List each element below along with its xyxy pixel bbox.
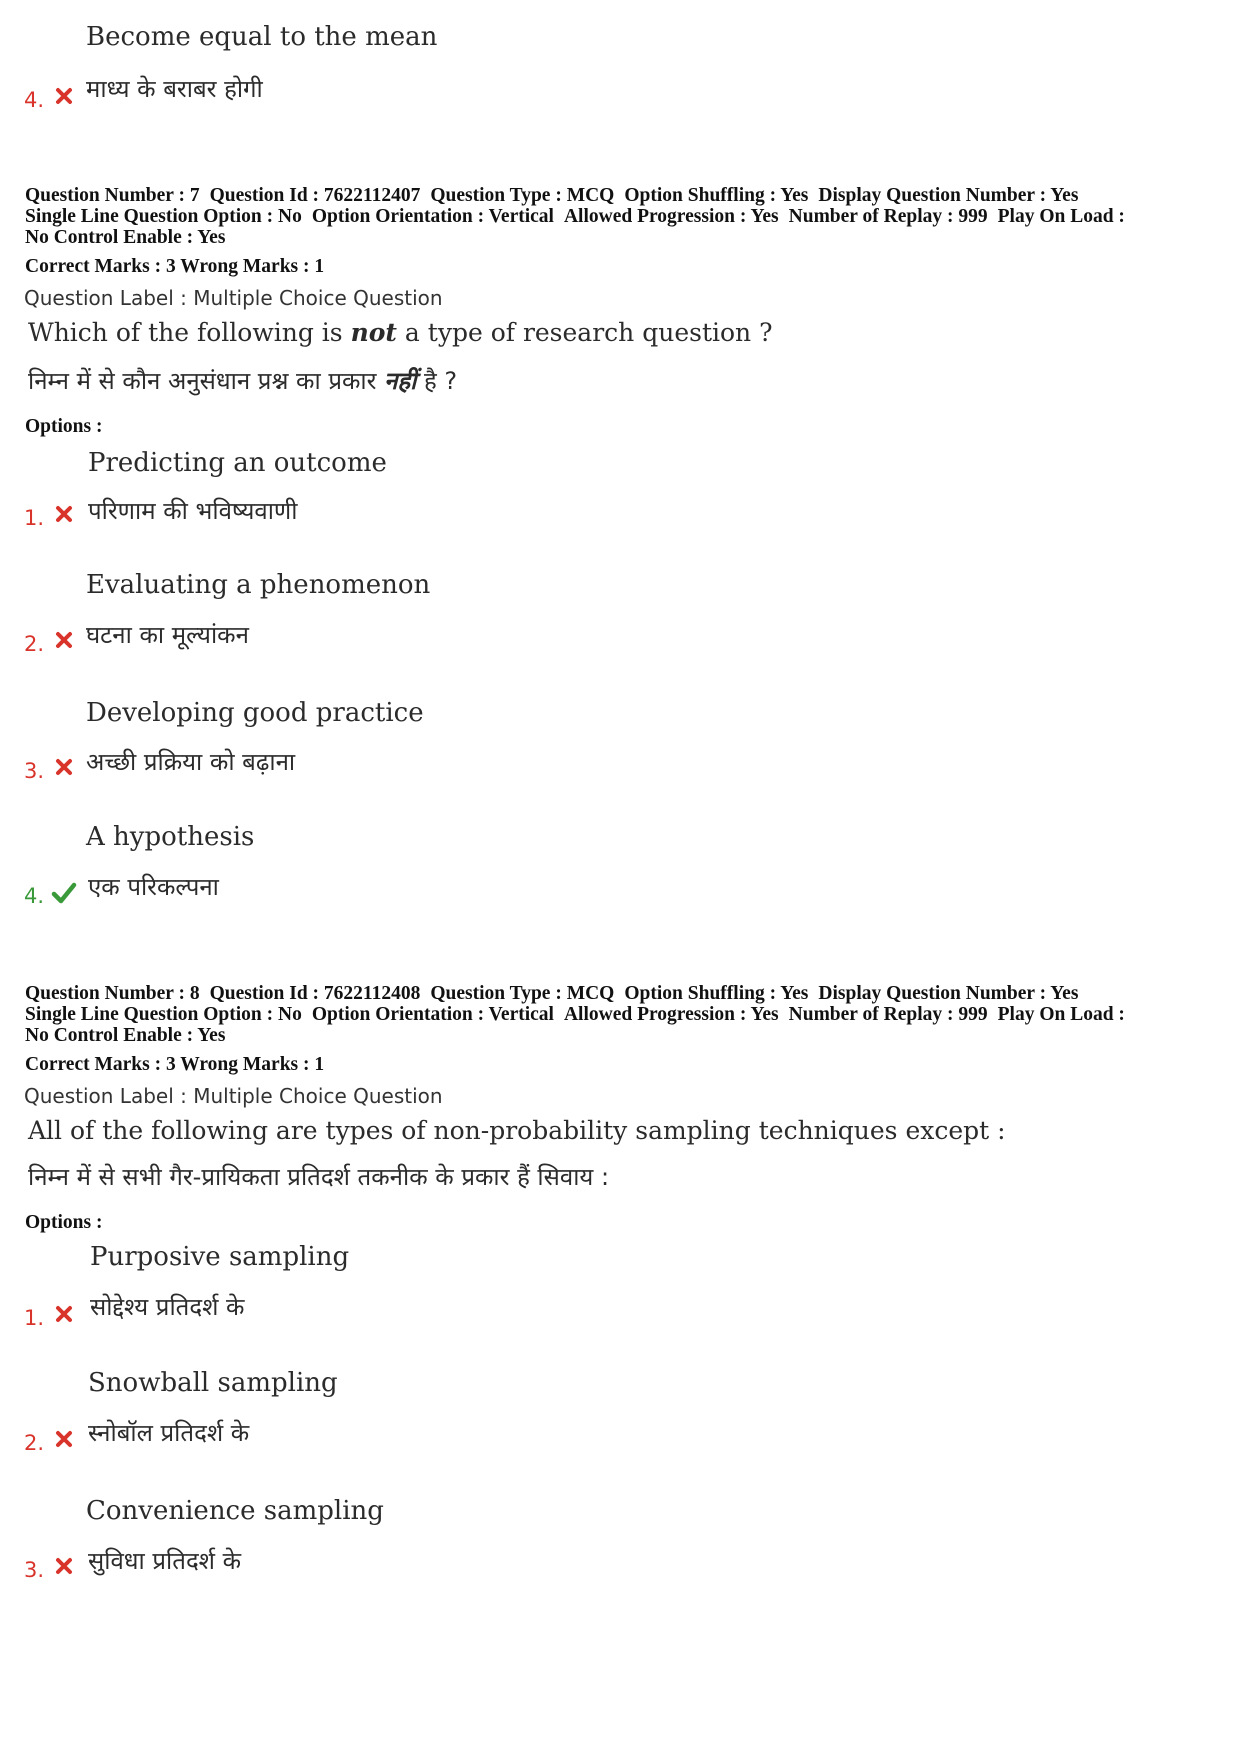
cross-icon	[53, 85, 75, 107]
prev-option-4-number: 4.	[24, 88, 45, 112]
q8-meta-line-1: Question Number : 8 Question Id : 7622112408 Question Type : MCQ Option Shuffling : Yes Display Question Number : Yes	[25, 983, 1079, 1004]
q8-question-hindi: निम्न में से सभी गैर-प्रायिकता प्रतिदर्श तकनीक के प्रकार हैं सिवाय :	[28, 1163, 610, 1191]
q7-meta-line-1: Question Number : 7 Question Id : 7622112407 Question Type : MCQ Option Shuffling : Yes Display Question Number : Yes	[25, 185, 1079, 206]
prev-option-4-hindi: माध्य के बराबर होगी	[86, 75, 263, 103]
q7-question-label: Question Label : Multiple Choice Question	[24, 286, 443, 310]
q7-option-1-english: Predicting an outcome	[88, 448, 387, 478]
q8-options-title: Options :	[25, 1212, 103, 1233]
q7-option-2-english: Evaluating a phenomenon	[86, 570, 431, 600]
q7-option-4-number: 4.	[24, 884, 45, 908]
cross-icon	[53, 1555, 75, 1577]
q7-option-4-english: A hypothesis	[86, 822, 255, 852]
q8-question-english: All of the following are types of non-probability sampling techniques except :	[28, 1116, 1006, 1145]
q8-option-3-hindi: सुविधा प्रतिदर्श के	[88, 1547, 242, 1575]
q7-meta-line-2: Single Line Question Option : No Option Orientation : Vertical Allowed Progression : Yes Number of Replay : 999 Play On Load :	[25, 206, 1125, 227]
q7-option-3-english: Developing good practice	[86, 698, 424, 728]
cross-icon	[53, 756, 75, 778]
cross-icon	[53, 1303, 75, 1325]
q8-option-1-number: 1.	[24, 1306, 45, 1330]
q8-option-2-english: Snowball sampling	[88, 1368, 338, 1398]
q7-option-1-number: 1.	[24, 506, 45, 530]
q7-option-4-hindi: एक परिकल्पना	[88, 873, 219, 901]
q8-option-1-hindi: सोद्देश्य प्रतिदर्श के	[90, 1293, 245, 1321]
q7-option-3-hindi: अच्छी प्रक्रिया को बढ़ाना	[86, 748, 296, 776]
q8-option-2-number: 2.	[24, 1431, 45, 1455]
q8-question-label: Question Label : Multiple Choice Question	[24, 1084, 443, 1108]
q8-marks: Correct Marks : 3 Wrong Marks : 1	[25, 1054, 325, 1075]
q8-option-2-hindi: स्नोबॉल प्रतिदर्श के	[88, 1419, 250, 1447]
q7-option-2-hindi: घटना का मूल्यांकन	[86, 621, 249, 649]
check-icon	[51, 880, 77, 906]
q7-question-hindi: निम्न में से कौन अनुसंधान प्रश्न का प्रकार नहीं है ?	[28, 367, 458, 395]
cross-icon	[53, 503, 75, 525]
q7-option-1-hindi: परिणाम की भविष्यवाणी	[88, 497, 298, 525]
q7-options-title: Options :	[25, 416, 103, 437]
q7-option-2-number: 2.	[24, 632, 45, 656]
cross-icon	[53, 629, 75, 651]
q8-meta-line-3: No Control Enable : Yes	[25, 1025, 226, 1046]
prev-option-4-english: Become equal to the mean	[86, 22, 438, 52]
q7-marks: Correct Marks : 3 Wrong Marks : 1	[25, 256, 325, 277]
q7-option-3-number: 3.	[24, 759, 45, 783]
q8-option-1-english: Purposive sampling	[90, 1242, 350, 1272]
q7-meta-line-3: No Control Enable : Yes	[25, 227, 226, 248]
q7-question-english: Which of the following is not a type of research question ?	[28, 318, 773, 347]
cross-icon	[53, 1428, 75, 1450]
q8-option-3-english: Convenience sampling	[86, 1496, 384, 1526]
q8-meta-line-2: Single Line Question Option : No Option Orientation : Vertical Allowed Progression : Yes Number of Replay : 999 Play On Load :	[25, 1004, 1125, 1025]
q8-option-3-number: 3.	[24, 1558, 45, 1582]
